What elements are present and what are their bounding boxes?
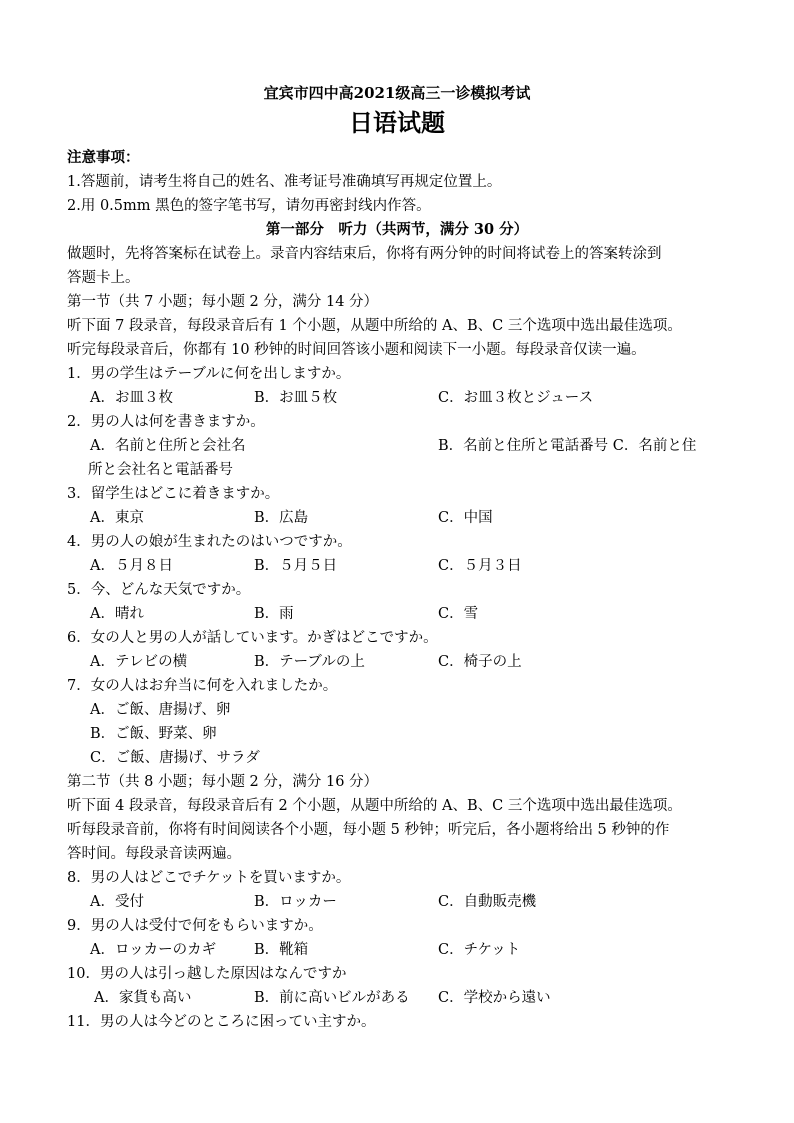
question-text: 5．今、どんな天気ですか。: [67, 582, 251, 598]
question-text: 6．女の人と男の人が話しています。かぎはどこですか。: [67, 630, 438, 646]
option-c: C．チケット: [438, 942, 521, 958]
exam-subtitle: 宜宾市四中高2021级高三一诊模拟考试: [263, 84, 531, 102]
question-text: 4．男の人の娘が生まれたのはいつですか。: [67, 534, 352, 550]
section2-instruction: 听每段录音前，你将有时间阅读各个小题，每小题 5 秒钟；听完后，各小题将给出 5 秒钟的作: [67, 822, 670, 838]
option-c: C．５月３日: [438, 558, 522, 574]
option-a: A．名前と住所と会社名: [90, 438, 246, 454]
option-c: C．学校から遠い: [438, 990, 551, 1006]
section2-instruction: 答时间。每段录音读两遍。: [67, 846, 241, 862]
option-a: A．お皿３枚: [90, 390, 173, 406]
notes-heading: 注意事项：: [67, 149, 140, 166]
note-item: 2.用 0.5mm 黑色的签字笔书写，请勿再密封线内作答。: [67, 198, 431, 214]
section1-heading: 第一节（共 7 小题；每小题 2 分，满分 14 分）: [67, 294, 379, 310]
option-a: A．晴れ: [90, 606, 144, 622]
option-a: A．ご飯、唐揚げ、卵: [90, 702, 231, 718]
question-text: 9．男の人は受付で何をもらいますか。: [67, 918, 323, 934]
option-b: B．雨: [254, 606, 294, 622]
option-a: A．受付: [90, 894, 144, 910]
option-b: B．前に高いビルがある: [254, 990, 410, 1006]
question-text: 1．男の学生はテーブルに何を出しますか。: [67, 366, 351, 382]
question-text: 3．留学生はどこに着きますか。: [67, 486, 280, 502]
option-b: B．ロッカー: [254, 894, 337, 910]
option-b: B．テーブルの上: [254, 654, 365, 670]
section2-heading: 第二节（共 8 小题；每小题 2 分，满分 16 分）: [67, 774, 379, 790]
question-text: 10．男の人は引っ越した原因はなんですか: [67, 966, 347, 982]
part1-instruction: 做题时，先将答案标在试卷上。录音内容结束后，你将有两分钟的时间将试卷上的答案转涂到: [67, 246, 662, 262]
section1-instruction: 听下面 7 段录音，每段录音后有 1 个小题，从题中所给的 A、B、C 三个选项中选出最佳选项。: [67, 318, 682, 334]
option-a: A．家貨も高い: [94, 990, 192, 1006]
question-text: 11．男の人は今どのところに困ってい主すか。: [67, 1014, 376, 1030]
option-c: C．中国: [438, 510, 493, 526]
question-text: 2．男の人は何を書きますか。: [67, 414, 265, 430]
option-c-continued: 所と会社名と電話番号: [88, 462, 233, 478]
option-a: A．テレビの横: [90, 654, 188, 670]
option-b: B．５月５日: [254, 558, 338, 574]
part1-heading: 第一部分 听力（共两节，满分 30 分）: [265, 221, 529, 238]
question-text: 8．男の人はどこでチケットを買いますか。: [67, 870, 351, 886]
option-c: C．ご飯、唐揚げ、サラダ: [90, 750, 260, 766]
option-a: A．５月８日: [90, 558, 173, 574]
option-a: A．東京: [90, 510, 144, 526]
option-b: B．広島: [254, 510, 309, 526]
option-b: B．ご飯、野菜、卵: [90, 726, 217, 742]
option-a: A．ロッカーのカギ: [90, 942, 217, 958]
option-c: C．雪: [438, 606, 479, 622]
option-b: B．お皿５枚: [254, 390, 338, 406]
section1-instruction: 听完每段录音后，你都有 10 秒钟的时间回答该小题和阅读下一小题。每段录音仅读一遍。: [67, 342, 646, 358]
part1-instruction: 答题卡上。: [67, 270, 140, 286]
note-item: 1.答题前，请考生将自己的姓名、准考证号准确填写再规定位置上。: [67, 174, 502, 190]
section2-instruction: 听下面 4 段录音，每段录音后有 2 个小题，从题中所给的 A、B、C 三个选项中选出最佳选项。: [67, 798, 682, 814]
option-c: C．椅子の上: [438, 654, 522, 670]
question-text: 7．女の人はお弁当に何を入れましたか。: [67, 678, 338, 694]
exam-title: 日语试题: [349, 108, 445, 137]
option-b: B．名前と住所と電話番号 C．名前と住: [438, 438, 697, 454]
option-c: C．自動販売機: [438, 894, 537, 910]
option-c: C．お皿３枚とジュース: [438, 390, 594, 406]
option-b: B．靴箱: [254, 942, 309, 958]
